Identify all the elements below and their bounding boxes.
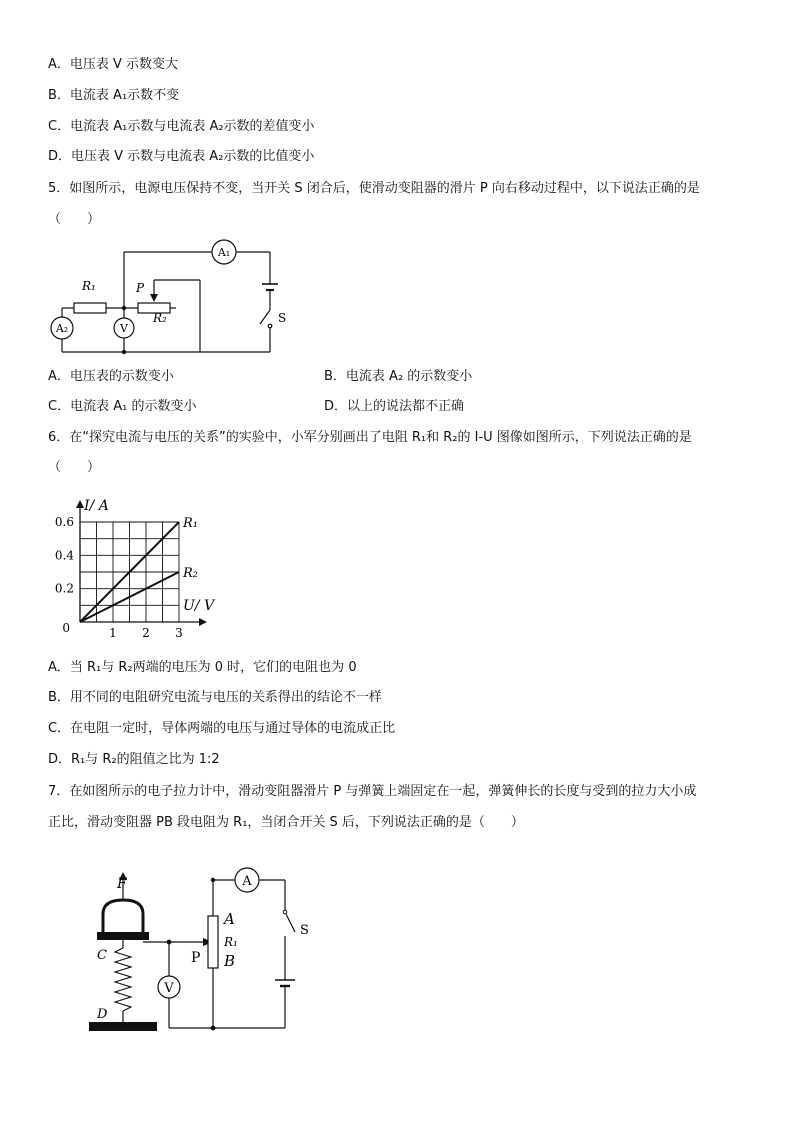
q5-stem: 5．如图所示，电源电压保持不变，当开关 S 闭合后，使滑动变阻器的滑片 P 向右移动过程中，以下说法正确的是 bbox=[48, 181, 700, 196]
q4-option-a: A．电压表 V 示数变大 bbox=[48, 57, 179, 72]
q7-r1-label: R₁ bbox=[224, 935, 238, 949]
q5-ammeter-a2-label: A₂ bbox=[55, 322, 69, 335]
x-axis-label: U/ V bbox=[183, 598, 215, 614]
q7-terminal-a-label: A bbox=[224, 910, 235, 928]
q4-option-b: B．电流表 A₁示数不变 bbox=[48, 88, 180, 103]
q7-force-f-label: F bbox=[117, 876, 127, 892]
q7-stem-line2: 正比，滑动变阻器 PB 段电阻为 R₁，当闭合开关 S 后，下列说法正确的是（ ） bbox=[48, 815, 524, 830]
q6-option-b: B．用不同的电阻研究电流与电压的关系得出的结论不一样 bbox=[48, 690, 382, 705]
y-axis-arrow bbox=[76, 500, 84, 508]
series-label-2: R₂ bbox=[183, 566, 198, 581]
q7-tension-meter-diagram bbox=[85, 864, 325, 1044]
q4-option-d: D．电压表 V 示数与电流表 A₂示数的比值变小 bbox=[48, 149, 315, 164]
y-axis-label: I/ A bbox=[84, 498, 109, 514]
x-tick-label: 1 bbox=[109, 626, 117, 640]
y-tick-label: 0.4 bbox=[54, 548, 74, 563]
y-tick-label: 0.2 bbox=[54, 581, 74, 596]
y-tick-label: 0.6 bbox=[54, 515, 74, 529]
q7-switch-label: S bbox=[300, 923, 309, 938]
q7-point-d-label: D bbox=[97, 1007, 108, 1022]
q5-option-c: C．电流表 A₁ 的示数变小 bbox=[48, 399, 197, 414]
q5-blank: （ ） bbox=[48, 212, 101, 227]
q5-voltmeter-label: V bbox=[120, 322, 128, 335]
q5-ammeter-a1-label: A₁ bbox=[217, 246, 231, 259]
origin-label: 0 bbox=[62, 621, 70, 635]
q5-option-b: B．电流表 A₂ 的示数变小 bbox=[324, 369, 473, 384]
q5-circuit-diagram bbox=[40, 232, 287, 362]
q5-r1-label: R₁ bbox=[82, 279, 96, 293]
q6-blank: （ ） bbox=[48, 460, 101, 475]
q6-option-a: A．当 R₁与 R₂两端的电压为 0 时，它们的电阻也为 0 bbox=[48, 660, 357, 675]
q6-iu-chart bbox=[40, 492, 230, 642]
q7-stem-line1: 7．在如图所示的电子拉力计中，滑动变阻器滑片 P 与弹簧上端固定在一起，弹簧伸长的长度与受到的拉力大小成 bbox=[48, 784, 697, 799]
x-axis-arrow bbox=[199, 618, 207, 626]
q5-r2-label: R₂ bbox=[153, 311, 167, 325]
x-tick-label: 2 bbox=[142, 626, 150, 640]
q7-slider-p-label: P bbox=[191, 950, 201, 966]
q7-voltmeter-label: V bbox=[164, 981, 174, 996]
q6-option-c: C．在电阻一定时，导体两端的电压与通过导体的电流成正比 bbox=[48, 721, 396, 736]
q6-option-d: D．R₁与 R₂的阻值之比为 1:2 bbox=[48, 752, 220, 767]
series-label-1: R₁ bbox=[183, 516, 198, 531]
q7-point-c-label: C bbox=[97, 948, 107, 963]
q7-terminal-b-label: B bbox=[224, 952, 236, 970]
q5-option-a: A．电压表的示数变小 bbox=[48, 369, 174, 384]
q5-switch-label: S bbox=[278, 311, 287, 325]
q7-ammeter-label: A bbox=[242, 874, 252, 889]
q6-stem: 6．在“探究电流与电压的关系”的实验中，小军分别画出了电阻 R₁和 R₂的 I-U 图像如图所示，下列说法正确的是 bbox=[48, 430, 692, 445]
x-tick-label: 3 bbox=[175, 626, 183, 640]
q5-option-d: D．以上的说法都不正确 bbox=[324, 399, 465, 414]
q5-slider-p-label: P bbox=[136, 281, 145, 295]
q4-option-c: C．电流表 A₁示数与电流表 A₂示数的差值变小 bbox=[48, 119, 315, 134]
